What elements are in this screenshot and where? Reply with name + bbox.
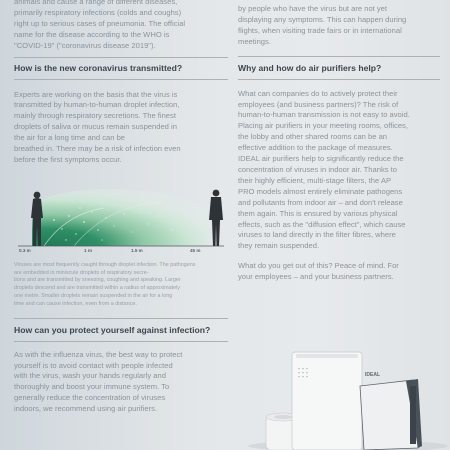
caption-line: one metre. Smaller droplets remain suspended in the air for a long [14,293,173,300]
text-line: transmitted by human-to-human droplet infection, [14,100,180,110]
divider [14,79,228,80]
text-line: flights, when visiting trade fairs or in international [238,25,402,35]
text-line: displaying any symptoms. This can happen during [238,14,407,24]
text-line: Placing air purifiers in your meeting rooms, offices, [238,121,408,131]
divider [14,341,228,342]
intro-paragraph [14,0,228,52]
left-column [14,0,228,415]
distance-label: 1.5 m [131,247,143,253]
divider [14,57,228,58]
divider [14,318,228,319]
text-line: breathed in. There may be a risk of infection even [14,144,181,154]
text-line: mainly through respiratory secretions. The finest [14,111,176,121]
heading-transmission: How is the new coronavirus transmitted? [14,62,183,73]
text-line: effects, such as the "diffusion effect", which cause [238,219,406,229]
caption-line: are embedded in miniscule droplets of respiratory secre- [14,269,149,276]
text-line: with the virus, wash your hands regularly and [14,371,166,381]
caption-line: time and can cause infection, even from a distance. [14,300,137,307]
distance-label: 0.3 m [19,247,31,253]
right-intro-paragraph [238,4,440,48]
text-line: primarily respiratory infections (colds and coughs) [14,7,182,17]
text-line: "COVID-19" ("coronavirus disease 2019"). [14,40,156,50]
transmission-paragraph [14,90,228,166]
text-line: generally reduce the concentration of viruses [14,393,166,403]
caption-line: tions and are transmitted by sneezing, coughing and speaking. Larger [14,277,181,284]
heading-protection: How can you protect yourself against infection? [14,324,211,335]
text-line: and pollutants from indoor air – and don't release [238,197,403,207]
text-line: before the first symptoms occur. [14,154,122,164]
peace-of-mind-paragraph [238,261,440,283]
text-line: concentration of viruses in indoor air. Thanks to [238,164,397,174]
text-line: they remain suspended. [238,241,320,251]
text-line: them again. This is ensured by various physical [238,208,398,218]
figure-caption [14,262,228,309]
text-line: animals and cause a range of different diseases, [14,0,178,6]
heading-air-purifiers: Why and how do air purifiers help? [238,62,382,73]
droplet-spread-figure [14,174,228,256]
distance-label: 1 m [84,247,92,253]
caption-line: Viruses are most frequently caught through droplet infection. The pathogens [14,261,196,268]
text-line: meetings. [238,36,271,46]
text-line: Experts are working on the basis that the virus is [14,89,178,99]
person-silhouette-right [209,189,223,245]
text-line: IDEAL air purifiers help to significantly reduce the [238,154,404,164]
tall-white-purifier [292,352,362,450]
text-line: yourself is to avoid contact with people infected [14,360,173,370]
right-column [238,0,440,283]
text-line: the lobby and other shared rooms can be an [238,132,388,142]
text-line: effective addition to the package of measures. [238,143,393,153]
text-line: human-to-human transmission is not easy to avoid. [238,110,410,120]
divider [238,79,440,80]
distance-label: 45 m [190,247,201,253]
text-line: employees (and business partners)? The risk of [238,99,399,109]
divider [238,56,440,57]
droplet-spread-illustration [14,174,228,256]
protection-paragraph [14,350,228,415]
dark-frame-purifier [360,379,422,450]
text-line: right up to serious cases of pneumonia. The official [14,18,186,28]
text-line: thoroughly and boost your immune system. To [14,382,170,392]
text-line: droplets of saliva or mucus remain suspended in [14,122,177,132]
text-line: What do you get out of this? Peace of mind. For [238,261,399,271]
purifier-paragraph [238,89,440,253]
air-purifier-product-photo [238,342,450,450]
air-purifier-illustration [238,342,450,450]
caption-line: droplets descend and are transmitted within a radius of approximately [14,285,181,292]
text-line: by people who have the virus but are not yet [238,4,388,13]
text-line: the air for a long time and can be [14,133,126,143]
text-line: What can companies do to actively protect their [238,88,398,98]
text-line: As with the influenza virus, the best way to protect [14,349,183,359]
text-line: viruses to land directly in the filter fibres, where [238,230,396,240]
device-brand-label: IDEAL [365,372,380,378]
droplet-spread-zone [32,189,209,246]
text-line: indoors, we recommend using air purifiers. [14,404,158,414]
text-line: your employees – and your business partners. [238,272,394,282]
text-line: their highly efficient, multi-stage filters, the AP [238,175,392,185]
text-line: name for the disease according to the WHO is [14,29,170,39]
text-line: PRO models almost entirely eliminate pathogens [238,186,403,196]
